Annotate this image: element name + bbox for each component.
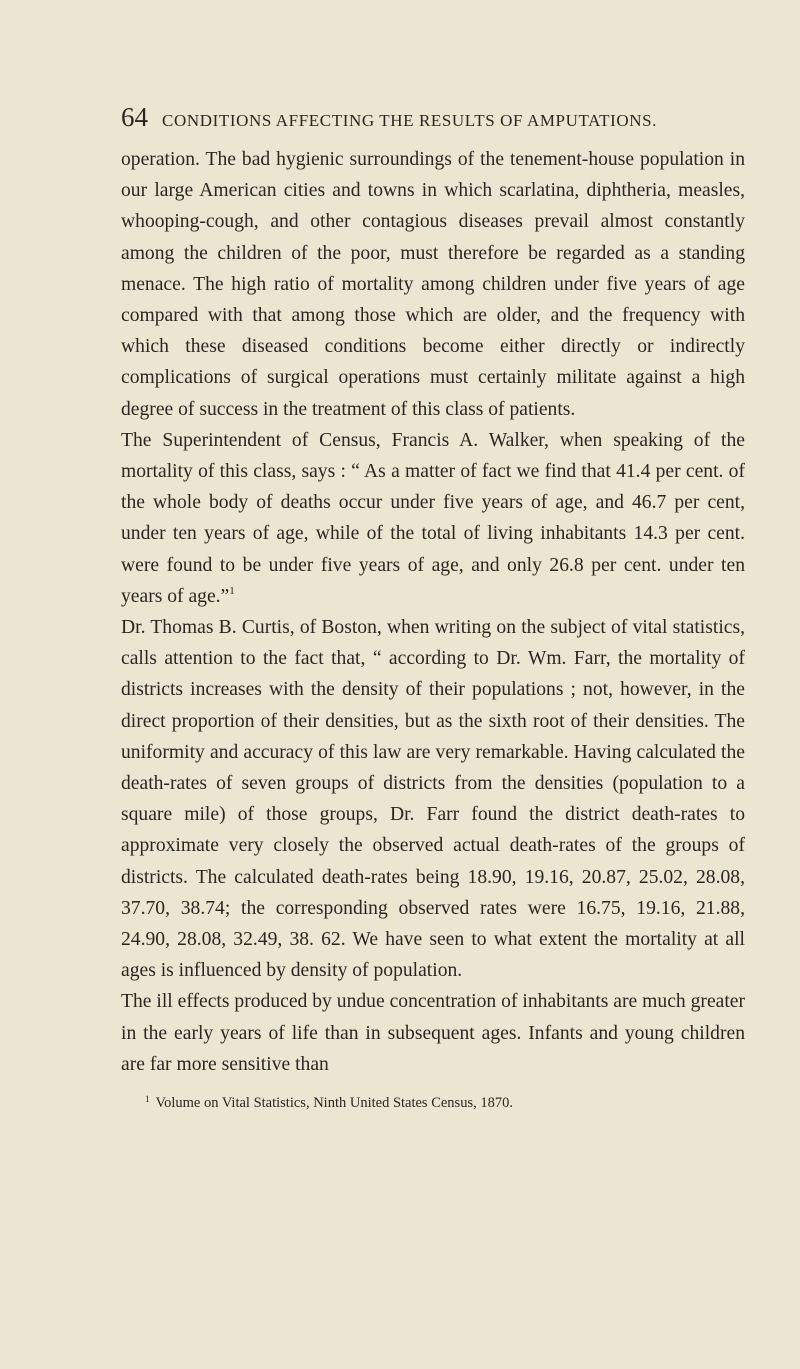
footnote-mark: 1 (145, 1094, 150, 1105)
running-head (121, 102, 745, 140)
running-title: CONDITIONS AFFECTING THE RESULTS OF AMPUTATIONS. (162, 111, 657, 130)
paragraph-3: Dr. Thomas B. Curtis, of Boston, when writing on the subject of vital statistics, calls attention to the fact that, “ according to Dr. Wm. Farr, the mortality of districts increases with the density of their populations ; not, however, in the direct proportion of their densities, but as the sixth root of their densities. The uniformity and accuracy of this law are very remarkable. Having calculated the death-rates of seven groups of districts from the densities (population to a square mile) of those groups, Dr. Farr found the district death-rates to approximate very closely the observed actual death-rates of the groups of districts. The calculated death-rates being 18.90, 19.16, 20.87, 25.02, 28.08, 37.70, 38.74; the corresponding observed rates were 16.75, 19.16, 21.88, 24.90, 28.08, 32.49, 38. 62. We have seen to what extent the mortality at all ages is influenced by density of population. (121, 617, 745, 982)
book-page (121, 102, 745, 1113)
paragraph-2 (121, 425, 745, 612)
paragraph-1: operation. The bad hygienic surroundings of the tenement-house population in our large American cities and towns in which scarlatina, diphtheria, measles, whooping-cough, and other contagious diseases prevail almost constantly among the children of the poor, must therefore be regarded as a standing menace. The high ratio of mortality among children under five years of age compared with that among those which are older, and the frequency with which these diseased conditions become either directly or indirectly complications of surgical operations must certainly militate against a high degree of success in the treatment of this class of patients. (121, 149, 745, 420)
footnote-text: Volume on Vital Statistics, Ninth United States Census, 1870. (155, 1095, 513, 1112)
page-number: 64 (121, 102, 148, 132)
body-text (121, 144, 745, 1080)
paragraph-2-text: The Superintendent of Census, Francis A. Walker, when speaking of the mortality of this class, says : “ As a matter of fact we find that 41.4 per cent. of the whole body of deaths occur under five years of age, and 46.7 per cent, under ten years of age, while of the total of living inhabitants 14.3 per cent. were found to be under five years of age, and only 26.8 per cent. under ten years of age.” (121, 429, 745, 607)
paragraph-4: The ill effects produced by undue concentration of inhabitants are much greater in the early years of life than in subsequent ages. Infants and young children are far more sensitive than (121, 991, 745, 1075)
footnote-reference: 1 (229, 584, 235, 597)
footnote (121, 1089, 745, 1113)
